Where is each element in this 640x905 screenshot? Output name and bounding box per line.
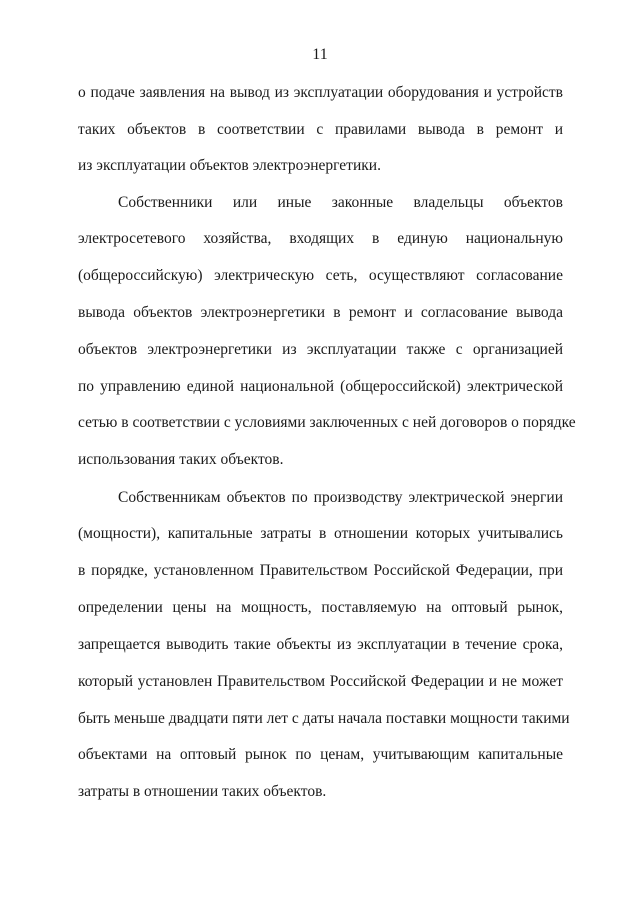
text-line: определении цены на мощность, поставляемую на оптовый рынок, <box>78 599 563 616</box>
text-line: таких объектов в соответствии с правилами вывода в ремонт и <box>78 121 563 138</box>
text-line: по управлению единой национальной (общероссийской) электрической <box>78 378 563 395</box>
text-line: из эксплуатации объектов электроэнергетики. <box>78 157 381 174</box>
text-line: сетью в соответствии с условиями заключенных с ней договоров о порядке <box>78 414 576 431</box>
page-number: 11 <box>312 46 328 63</box>
text-line: использования таких объектов. <box>78 451 284 468</box>
text-line: вывода объектов электроэнергетики в ремонт и согласование вывода <box>78 304 563 321</box>
text-line: быть меньше двадцати пяти лет с даты начала поставки мощности такими <box>78 710 570 727</box>
text-line: запрещается выводить такие объекты из эксплуатации в течение срока, <box>78 636 563 653</box>
text-line: объектами на оптовый рынок по ценам, учитывающим капитальные <box>78 746 563 763</box>
text-line: Собственникам объектов по производству электрической энергии <box>118 489 563 506</box>
text-line: в порядке, установленном Правительством Российской Федерации, при <box>78 562 563 579</box>
text-line: электросетевого хозяйства, входящих в единую национальную <box>78 230 563 247</box>
text-line: (мощности), капитальные затраты в отношении которых учитывались <box>78 525 563 542</box>
text-line: (общероссийскую) электрическую сеть, осуществляют согласование <box>78 267 563 284</box>
text-line: который установлен Правительством Российской Федерации и не может <box>78 673 563 690</box>
text-line: объектов электроэнергетики из эксплуатации также с организацией <box>78 341 563 358</box>
text-line: о подаче заявления на вывод из эксплуатации оборудования и устройств <box>78 84 563 101</box>
text-line: Собственники или иные законные владельцы объектов <box>118 194 563 211</box>
text-line: затраты в отношении таких объектов. <box>78 783 327 800</box>
